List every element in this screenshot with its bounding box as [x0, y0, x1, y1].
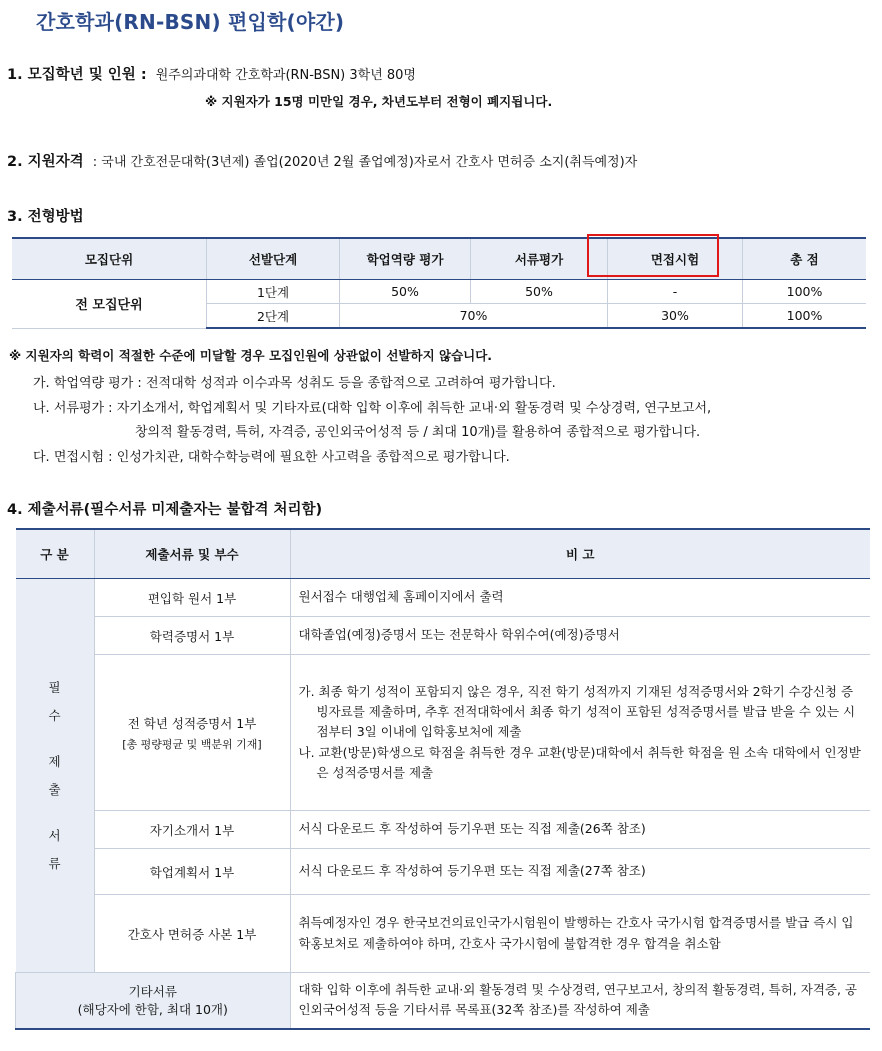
documents-cell: 50% — [471, 280, 608, 304]
doc-name: 학업계획서 1부 — [94, 849, 290, 895]
doc-name: 편입학 원서 1부 — [94, 579, 290, 617]
etc-doc-name: 기타서류 — [128, 984, 177, 1000]
table-row — [12, 280, 866, 304]
header-academic: 학업역량 평가 — [340, 238, 471, 280]
table-row — [16, 617, 871, 655]
header-interview: 면접시험 — [608, 238, 743, 280]
doc-name: 간호사 면허증 사본 1부 — [94, 895, 290, 973]
documents-table — [15, 528, 870, 1030]
table-row — [16, 811, 871, 849]
doc-remark: 대학졸업(예정)증명서 또는 전문학사 학위수여(예정)증명서 — [290, 617, 870, 655]
header-unit: 모집단위 — [12, 238, 207, 280]
doc-name: 학력증명서 1부 — [94, 617, 290, 655]
doc-name: 전 학년 성적증명서 1부 — [127, 715, 257, 731]
total-cell: 100% — [743, 304, 867, 329]
doc-sub: [총 평량평균 및 백분위 기재] — [122, 737, 262, 751]
table-row — [16, 973, 871, 1029]
highlight-box — [587, 234, 719, 277]
table-row — [16, 655, 871, 811]
header-stage: 선발단계 — [207, 238, 340, 280]
doc-name: 자기소개서 1부 — [94, 811, 290, 849]
category-char: 제 — [48, 753, 61, 769]
page-title: 간호학과(RN-BSN) 편입학(야간) — [36, 10, 345, 34]
header-documents: 서류평가 — [471, 238, 608, 280]
doc-remark: 서식 다운로드 후 작성하여 등기우편 또는 직접 제출(26쪽 참조) — [290, 811, 870, 849]
category-char: 필 — [48, 679, 61, 695]
academic-cell: 50% — [340, 280, 471, 304]
table-row — [16, 579, 871, 617]
section-3-label: 3. 전형방법 — [7, 209, 84, 225]
interview-cell: - — [608, 280, 743, 304]
category-char: 출 — [48, 781, 61, 797]
stage-cell: 2단계 — [207, 304, 340, 329]
doc-remark-a: 가. 최종 학기 성적이 포함되지 않은 경우, 직전 학기 성적까지 기재된 성적증명서와 2학기 수강신청 증빙자료를 제출하며, 추후 전적대학에서 최종 학기 성적이 포함된 성적증명서를 발급 받을 수 있는 시점부터 3일 이내에 입학홍보처에 제출 — [298, 683, 856, 740]
section-3-note: ※ 지원자의 학력이 적절한 수준에 미달할 경우 모집인원에 상관없이 선발하지 않습니다. — [9, 348, 493, 363]
category-char: 류 — [48, 855, 61, 871]
category-char: 서 — [48, 827, 61, 843]
doc-remark-cell — [290, 655, 870, 811]
interview-cell: 30% — [608, 304, 743, 329]
unit-cell: 전 모집단위 — [12, 280, 207, 329]
section-3-item-b-cont: 창의적 활동경력, 특허, 자격증, 공인외국어성적 등 / 최대 10개)를 활용하여 종합적으로 평가합니다. — [135, 425, 701, 440]
table-row — [16, 849, 871, 895]
section-1-label: 1. 모집학년 및 인원 : — [7, 67, 147, 83]
section-1-text: 원주의과대학 간호학과(RN-BSN) 3학년 80명 — [155, 68, 416, 83]
header-remark: 비 고 — [290, 529, 870, 579]
header-category: 구 분 — [16, 529, 95, 579]
section-3-item-b: 나. 서류평가 : 자기소개서, 학업계획서 및 기타자료(대학 입학 이후에 취득한 교내·외 활동경력 및 수상경력, 연구보고서, — [33, 401, 712, 416]
section-3-item-c: 다. 면접시험 : 인성가치관, 대학수학능력에 필요한 사고력을 종합적으로 평가합니다. — [33, 450, 510, 465]
section-2-label: 2. 지원자격 — [7, 154, 84, 170]
etc-doc-sub: (해당자에 한함, 최대 10개) — [77, 1002, 228, 1018]
total-cell: 100% — [743, 280, 867, 304]
section-2-text: : 국내 간호전문대학(3년제) 졸업(2020년 2월 졸업예정)자로서 간호사 면허증 소지(취득예정)자 — [92, 155, 638, 170]
section-4-label: 4. 제출서류(필수서류 미제출자는 불합격 처리함) — [7, 502, 323, 518]
section-3-item-a: 가. 학업역량 평가 : 전적대학 성적과 이수과목 성취도 등을 종합적으로 고려하여 평가합니다. — [33, 376, 556, 391]
header-total: 총 점 — [743, 238, 867, 280]
section-1 — [7, 63, 416, 84]
section-1-note: ※ 지원자가 15명 미만일 경우, 차년도부터 전형이 폐지됩니다. — [205, 94, 553, 109]
stage-cell: 1단계 — [207, 280, 340, 304]
doc-remark: 취득예정자인 경우 한국보건의료인국가시험원이 발행하는 간호사 국가시험 합격증명서를 발급 즉시 입학홍보처로 제출하여야 하며, 간호사 국가시험에 불합격한 경우 합격을 취소함 — [290, 895, 870, 973]
etc-remark: 대학 입학 이후에 취득한 교내·외 활동경력 및 수상경력, 연구보고서, 창의적 활동경력, 특허, 자격증, 공인외국어성적 등을 기타서류 목록표(32쪽 참조)를 작성하여 제출 — [290, 973, 870, 1029]
combined-cell: 70% — [340, 304, 608, 329]
doc-name-cell — [94, 655, 290, 811]
section-2 — [7, 150, 637, 171]
doc-remark: 서식 다운로드 후 작성하여 등기우편 또는 직접 제출(27쪽 참조) — [290, 849, 870, 895]
selection-method-table — [12, 237, 866, 329]
table-row — [16, 895, 871, 973]
header-docs: 제출서류 및 부수 — [94, 529, 290, 579]
etc-doc-cell — [16, 973, 291, 1029]
doc-remark-b: 나. 교환(방문)학생으로 학점을 취득한 경우 교환(방문)대학에서 취득한 학점을 원 소속 대학에서 인정받은 성적증명서를 제출 — [298, 744, 861, 780]
category-char: 수 — [48, 707, 61, 723]
doc-remark: 원서접수 대행업체 홈페이지에서 출력 — [290, 579, 870, 617]
required-category — [16, 579, 95, 973]
